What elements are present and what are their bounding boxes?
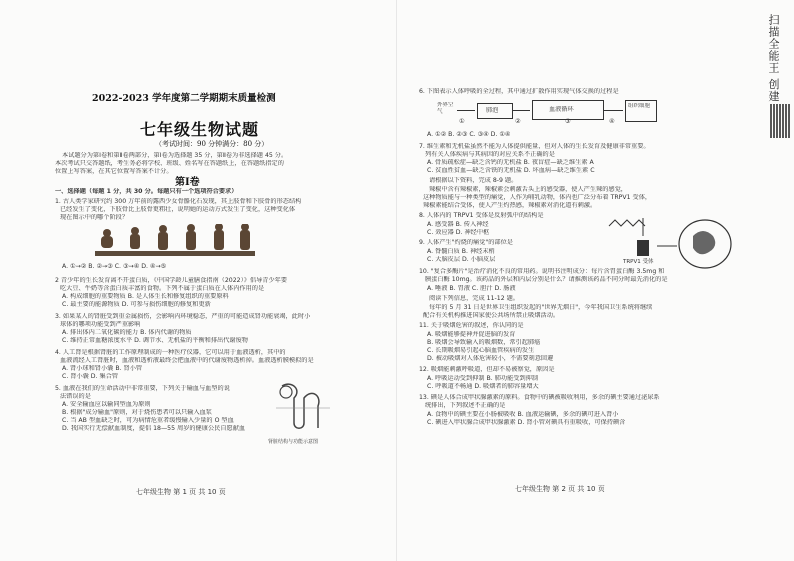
q-line: 13. 碘是人体合成甲状腺激素的原料。食物中的碘被吸收利用，多余的碘主要通过泌尿系 [419, 394, 660, 401]
q-option: A. 安全输血应以输同型血为原则 [62, 401, 151, 408]
qr-code-icon [770, 104, 790, 138]
q-options: A. 肾小球和肾小囊 B. 肾小管 [62, 365, 143, 372]
q-line: 1. 古人类学家研究约 300 万年前的露西少女骨骼化石发现，其上肢骨和下肢骨的形态结构 [55, 198, 302, 205]
q-options: A. 唾液 B. 胃液 C. 胆汁 D. 肠液 [427, 285, 516, 292]
passage-line: 辣椒中含有辣椒素，辣椒素会刺激舌头上的感受器，使人产生辣的感觉， [429, 186, 627, 193]
page-footer: 七年级生物 第 2 页 共 10 页 [515, 485, 605, 493]
q-line: 10. "复合多酶片"是治疗消化不良的常用药。说明书注明成分：每片含胃蛋白酶 3.5mg 和 [419, 268, 665, 275]
q-line: 8. 人体内的 TRPV1 受体是反射弧中的结构是 [419, 212, 544, 219]
exam-year-title: 2022-2023 学年度第二学期期末质量检测 [92, 93, 276, 104]
q-options: C. 呼吸道不畅通 D. 吸烟者的肺容量增大 [427, 383, 539, 390]
passage-line: 配合有关机构推进国家使公共场所禁止吸烟活动。 [423, 312, 560, 319]
q-options: A. 构成细胞的重要物质 B. 是人体生长和修复组织的重要原料 [62, 293, 229, 300]
q-line: 球体的哪项功能受到严重影响 [60, 321, 141, 328]
respiration-diagram [437, 98, 677, 128]
q-option: D. 被动吸烟对人体危害较小，不需要刻意回避 [427, 355, 554, 362]
q-options: A. 食物中的碘主要在小肠被吸收 B. 血液运输碘，多余的碘可进入肾小 [427, 411, 619, 418]
q-option: B. 吸烟会导致输入的吸烟数，常引起肺癌 [427, 339, 541, 346]
q-line: 胰蛋白酶 10mg。该药品的外层和内层分别是什么？请推测该药品不同分时最先消化的是 [425, 276, 668, 283]
q-line: 11. 关于吸烟危害的叙述，你认同的是 [419, 322, 524, 329]
receptor-label: TRPV1 受体 [623, 259, 654, 265]
q-line: 列有关人体疾病与其病因的对应关系不正确的是 [425, 151, 555, 158]
q-options: A. 脊髓白质 B. 神经末梢 [427, 248, 495, 255]
q-options: C. 最主要的能源物质 D. 可参与损伤细胞的修复和更新 [62, 301, 211, 308]
q-line: 5. 血液在我们的生命活动中非常重要，下列关于输血与血型的说 [55, 385, 230, 392]
q-options: C. 碘进入甲状腺合成甲状腺激素 D. 肾小管对碘具有重吸收，可保持碘含 [427, 419, 626, 426]
q-options: C. 贫血性贫血—缺乏含铁的无机盐 D. 坏血病—缺乏维生素 C [427, 167, 595, 174]
intro-line-3: 位置上写答案，在其它位置写答案不计分。 [55, 168, 173, 175]
q-line: 7. 维生素和无机盐虽然不能为人体提供能量，但对人体的生长发育及健康非常重要。 [419, 143, 650, 150]
passage-intro: 阅读下列信息，完成 11-12 题。 [429, 295, 519, 302]
diagram-label-blood: 血液循环 [549, 106, 574, 113]
passage-intro: 请根据以下资料，完成 8-9 题。 [429, 177, 518, 184]
q-option: B. 根据"成分输血"原则，对于烧伤患者可以只输入血浆 [62, 409, 212, 416]
passage-line: 这种物质能与一种类型的痛觉，人作为哺乳动物，体内也广泛分布着 TRPV1 受体， [423, 194, 652, 201]
step-label-1: ① [459, 118, 465, 125]
scanner-watermark: 扫描全能王 创建 [767, 14, 780, 103]
exam-info: （考试时间：90 分钟满分：80 分） [155, 140, 269, 148]
q-line: 统排出，下列叙述不正确的是 [425, 402, 506, 409]
q-option: A. 吸烟能够提神并促进脑的发育 [427, 331, 516, 338]
human-evolution-figure [95, 224, 255, 258]
q-line: 3. 如果某人的肾脏受到重金属损伤，会影响内环境稳态，严重的可能造成肾功能衰竭，此时小 [55, 313, 311, 320]
q-line: 法错误的是 [60, 393, 91, 400]
step-label-4: ④ [609, 118, 615, 125]
alveoli-box [477, 103, 513, 119]
q-options: C. 大脑皮层 D. 小脑皮层 [427, 256, 496, 263]
q-options: A. 感受器 B. 传入神经 [427, 221, 489, 228]
q-options: A. 排出体内二氧化碳的能力 B. 体内代谢的物质 [62, 329, 192, 336]
q-line: 4. 人工肾是根据肾脏的工作原理制成的一种医疗仪器，它可以用于血液透析，其中的 [55, 349, 286, 356]
q-options: A. ①→② B. ②→③ C. ③→④ D. ④→⑤ [62, 263, 167, 270]
figure-caption: 肾脏结构与功能示意图 [268, 439, 319, 445]
page-footer: 七年级生物 第 1 页 共 10 页 [136, 488, 226, 496]
q-line: 吃大豆、牛奶等含蛋白质丰富的食物。下列不属于蛋白质在人体内作用的是 [60, 285, 265, 292]
q-options: A. 骨质疏松症—缺乏含钙的无机盐 B. 夜盲症—缺乏维生素 A [427, 159, 594, 166]
q-option: D. 我国实行无偿献血制度，提倡 18—55 周岁的健康公民自愿献血 [62, 425, 246, 432]
diagram-label-alveoli: 肺泡 [486, 107, 499, 114]
q-line: 已经发生了变化，下肢骨比上肢骨更粗壮，说明她的运动方式发生了变化，这种变化体 [60, 206, 296, 213]
q-line: 6. 下图表示人体呼吸的全过程，其中通过扩散作用实现气体交换的过程是 [419, 88, 619, 95]
blood-circulation-box [532, 100, 604, 120]
passage-line: 每年的 5 月 31 日是世界卫生组织发起的"世界无烟日"，今年我国卫生系统将继续 [429, 304, 653, 311]
passage-line: 辣椒素能结合受体，使人产生灼热感，辣椒素对消化道有刺激。 [423, 202, 597, 209]
step-label-2: ② [515, 118, 521, 125]
q-option: C. 当 AB 型血缺乏时，可为病情危重者缓慢输入少量的 O 型血 [62, 417, 234, 424]
right-page [397, 0, 794, 561]
nephron-figure [272, 378, 334, 436]
q-line: 现在图示中的哪个阶段？ [60, 214, 129, 221]
q-options: C. 效应器 D. 神经中枢 [427, 229, 490, 236]
intro-line-1: 本试题分为第Ⅰ卷和第Ⅱ卷两部分，第Ⅰ卷为选择题 35 分，第Ⅱ卷为非选择题 45 分。 [62, 152, 288, 159]
tissue-cell-box [625, 100, 657, 122]
instructions: 一、选择题（每题 1 分，共 30 分。每题只有一个选项符合要求） [55, 188, 238, 195]
diagram-label-tissue: 组织细胞 [628, 103, 651, 109]
q-options: A. ①② B. ②③ C. ③④ D. ①④ [427, 131, 511, 138]
q-line: 血液流经人工肾脏时，血液和透析液最终会把血液中的代谢废物透析掉。血液透析膜模拟的是 [60, 357, 314, 364]
diagram-label-air: 外界空气 [437, 102, 454, 115]
q-option: C. 长期吸烟易引起心脑血管疾病的发生 [427, 347, 535, 354]
section-title: 第Ⅰ卷 [175, 177, 200, 188]
q-line: 9. 人体产生"灼烧的痛觉"的部位是 [419, 239, 513, 246]
q-options: C. 肾小囊 D. 集合管 [62, 373, 119, 380]
step-label-3: ③ [565, 118, 571, 125]
q-line: 12. 吸烟能刺激呼吸道，但却不易被察觉，原因是 [419, 366, 555, 373]
intro-line-2: 本次考试只交答题纸，考生务必将学校、班级、姓名写在答题纸上，在答题纸指定的 [55, 160, 284, 167]
subject-title: 七年级生物试题 [140, 120, 260, 139]
q-options: A. 呼吸运动受到抑制 B. 肺功能受到抑制 [427, 375, 539, 382]
q-options: C. 维持正常血糖浓度水平 D. 调节水、无机盐的平衡和排出代谢废物 [62, 337, 248, 344]
q-line: 2 青少年的生长发育离不开蛋白质，《中国学龄儿童膳食指南（2022）》倡导青少年要 [55, 277, 288, 284]
